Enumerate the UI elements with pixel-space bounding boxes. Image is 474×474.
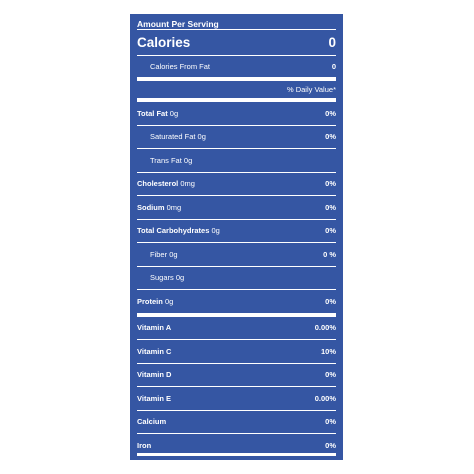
nutrient-name: Total Carbohydrates 0g — [137, 226, 220, 236]
nutrient-percent: 0% — [325, 179, 336, 189]
nutrient-percent: 0% — [325, 132, 336, 142]
nutrition-facts-label — [130, 14, 343, 460]
nutrient-row-sodium — [137, 195, 336, 219]
nutrient-name: Trans Fat 0g — [150, 155, 193, 165]
nutrient-percent: 0 % — [323, 249, 336, 259]
vitamin-row-d — [137, 363, 336, 387]
mineral-percent: 0% — [325, 440, 336, 450]
nutrient-row-protein — [137, 289, 336, 313]
mineral-name: Calcium — [137, 417, 167, 427]
vitamin-name: Vitamin A — [137, 323, 172, 333]
bottom-divider — [137, 453, 336, 456]
nutrient-row-saturated-fat — [137, 125, 336, 149]
calories-from-fat-value: 0 — [331, 62, 336, 71]
nutrient-percent: 0% — [325, 296, 336, 306]
nutrient-row-sugars — [137, 266, 336, 290]
vitamin-name: Vitamin C — [137, 346, 172, 356]
daily-value-header-label: % Daily Value* — [286, 85, 336, 94]
mineral-row-calcium — [137, 410, 336, 434]
calories-row — [137, 30, 336, 55]
nutrient-name: Saturated Fat 0g — [150, 132, 206, 142]
nutrient-percent: 0% — [325, 108, 336, 118]
nutrient-row-fiber — [137, 242, 336, 266]
vitamin-name: Vitamin E — [137, 393, 172, 403]
nutrient-row-total-carbohydrates — [137, 219, 336, 243]
vitamin-row-e — [137, 386, 336, 410]
nutrient-name: Fiber 0g — [150, 249, 178, 259]
mineral-name: Iron — [137, 440, 152, 450]
vitamin-row-c — [137, 339, 336, 363]
vitamin-percent: 0.00% — [314, 393, 336, 403]
nutrient-name: Sodium 0mg — [137, 202, 182, 212]
nutrient-row-trans-fat — [137, 148, 336, 172]
calories-from-fat-label: Calories From Fat — [150, 62, 211, 71]
nutrient-name: Cholesterol 0mg — [137, 179, 195, 189]
calories-value: 0 — [328, 35, 336, 50]
nutrient-percent: 0% — [325, 226, 336, 236]
nutrient-row-cholesterol — [137, 172, 336, 196]
nutrient-name: Protein 0g — [137, 296, 174, 306]
vitamin-name: Vitamin D — [137, 370, 172, 380]
nutrient-name: Total Fat 0g — [137, 108, 179, 118]
mineral-percent: 0% — [325, 417, 336, 427]
calories-label: Calories — [137, 35, 191, 50]
nutrient-percent: 0% — [325, 202, 336, 212]
vitamin-percent: 0% — [325, 370, 336, 380]
nutrient-row-total-fat — [137, 98, 336, 125]
vitamin-percent: 0.00% — [314, 323, 336, 333]
vitamin-row-a — [137, 313, 336, 340]
amount-per-serving: Amount Per Serving — [137, 19, 336, 30]
vitamin-percent: 10% — [320, 346, 336, 356]
nutrient-name: Sugars 0g — [150, 273, 185, 283]
calories-from-fat-row — [137, 55, 336, 77]
daily-value-header — [137, 77, 336, 98]
